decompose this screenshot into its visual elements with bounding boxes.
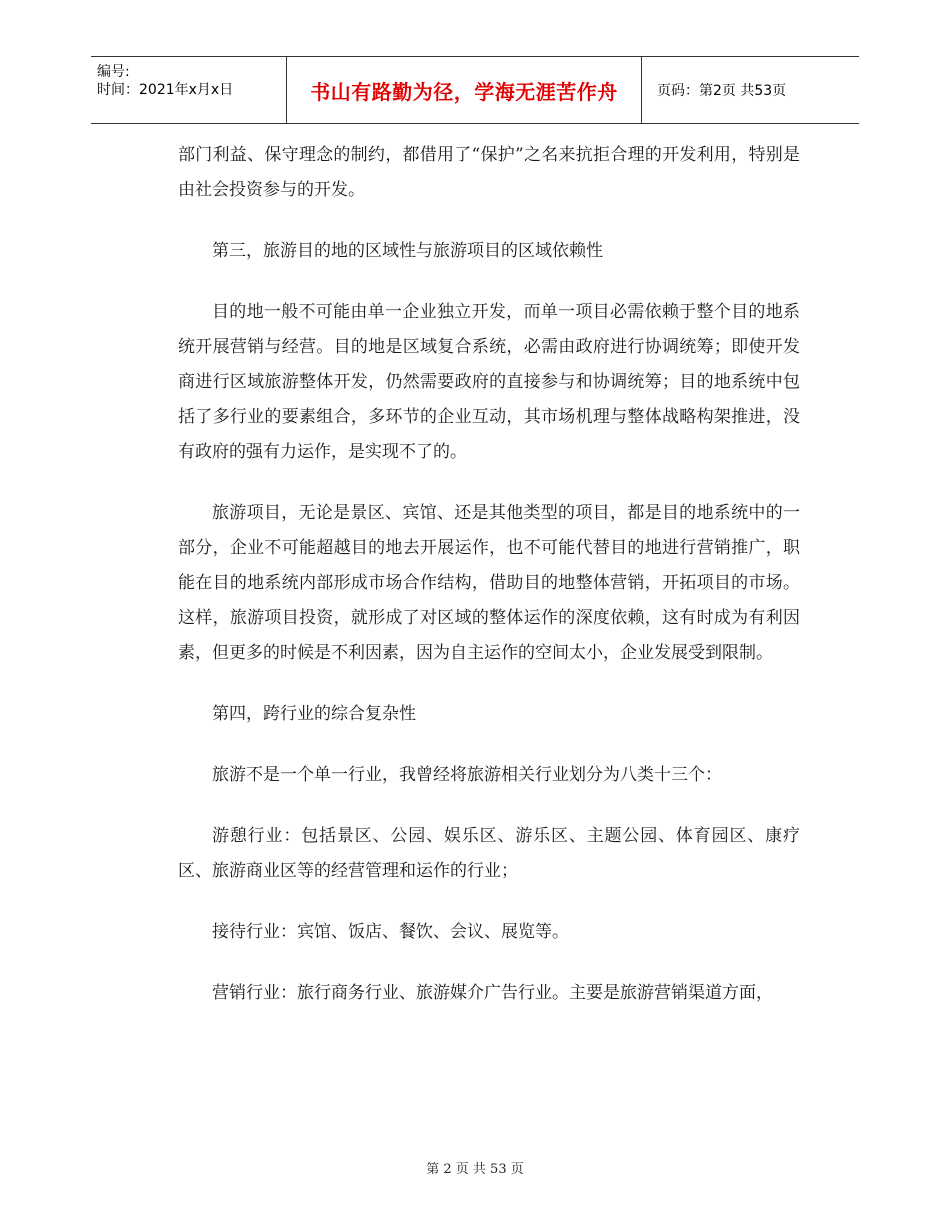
section-heading-third: 第三，旅游目的地的区域性与旅游项目的区域依赖性 (212, 241, 603, 261)
header-meta (91, 57, 286, 123)
document-body (178, 138, 800, 1037)
paragraph: 游憩行业：包括景区、公园、娱乐区、游乐区、主题公园、体育园区、康疗区、旅游商业区等的经营管理和运作的行业； (178, 826, 800, 881)
header-page-info: 页码：第2页 共53页 (657, 83, 787, 99)
page-header (91, 56, 859, 124)
page-footer: 第 2 页 共 53 页 (426, 1162, 524, 1177)
header-motto-cell (286, 57, 642, 123)
paragraph: 接待行业：宾馆、饭店、餐饮、会议、展览等。 (212, 922, 569, 942)
section-heading-fourth: 第四，跨行业的综合复杂性 (212, 704, 416, 724)
paragraph: 旅游项目，无论是景区、宾馆、还是其他类型的项目，都是目的地系统中的一部分，企业不可能超越目的地去开展运作，也不可能代替目的地进行营销推广，职能在目的地系统内部形成市场合作结构，借助目的地整体营销，开拓项目的市场。这样，旅游项目投资，就形成了对区域的整体运作的深度依赖，这有时成为有利因素，但更多的时候是不利因素，因为自主运作的空间太小，企业发展受到限制。 (178, 503, 800, 663)
paragraph-continued: 部门利益、保守理念的制约，都借用了“保护”之名来抗拒合理的开发利用，特别是由社会投资参与的开发。 (178, 145, 800, 200)
paragraph: 旅游不是一个单一行业，我曾经将旅游相关行业划分为八类十三个： (212, 765, 722, 785)
document-time-label: 时间：2021年x月x日 (97, 82, 234, 98)
paragraph: 目的地一般不可能由单一企业独立开发，而单一项目必需依赖于整个目的地系统开展营销与经营。目的地是区域复合系统，必需由政府进行协调统筹；即使开发商进行区域旅游整体开发，仍然需要政府的直接参与和协调统筹；目的地系统中包括了多行业的要素组合，多环节的企业互动，其市场机理与整体战略构架推进，没有政府的强有力运作，是实现不了的。 (178, 302, 800, 462)
document-number-label: 编号: (97, 64, 130, 80)
header-motto: 书山有路勤为径，学海无涯苦作舟 (310, 79, 618, 104)
paragraph: 营销行业：旅行商务行业、旅游媒介广告行业。主要是旅游营销渠道方面， (212, 983, 773, 1003)
